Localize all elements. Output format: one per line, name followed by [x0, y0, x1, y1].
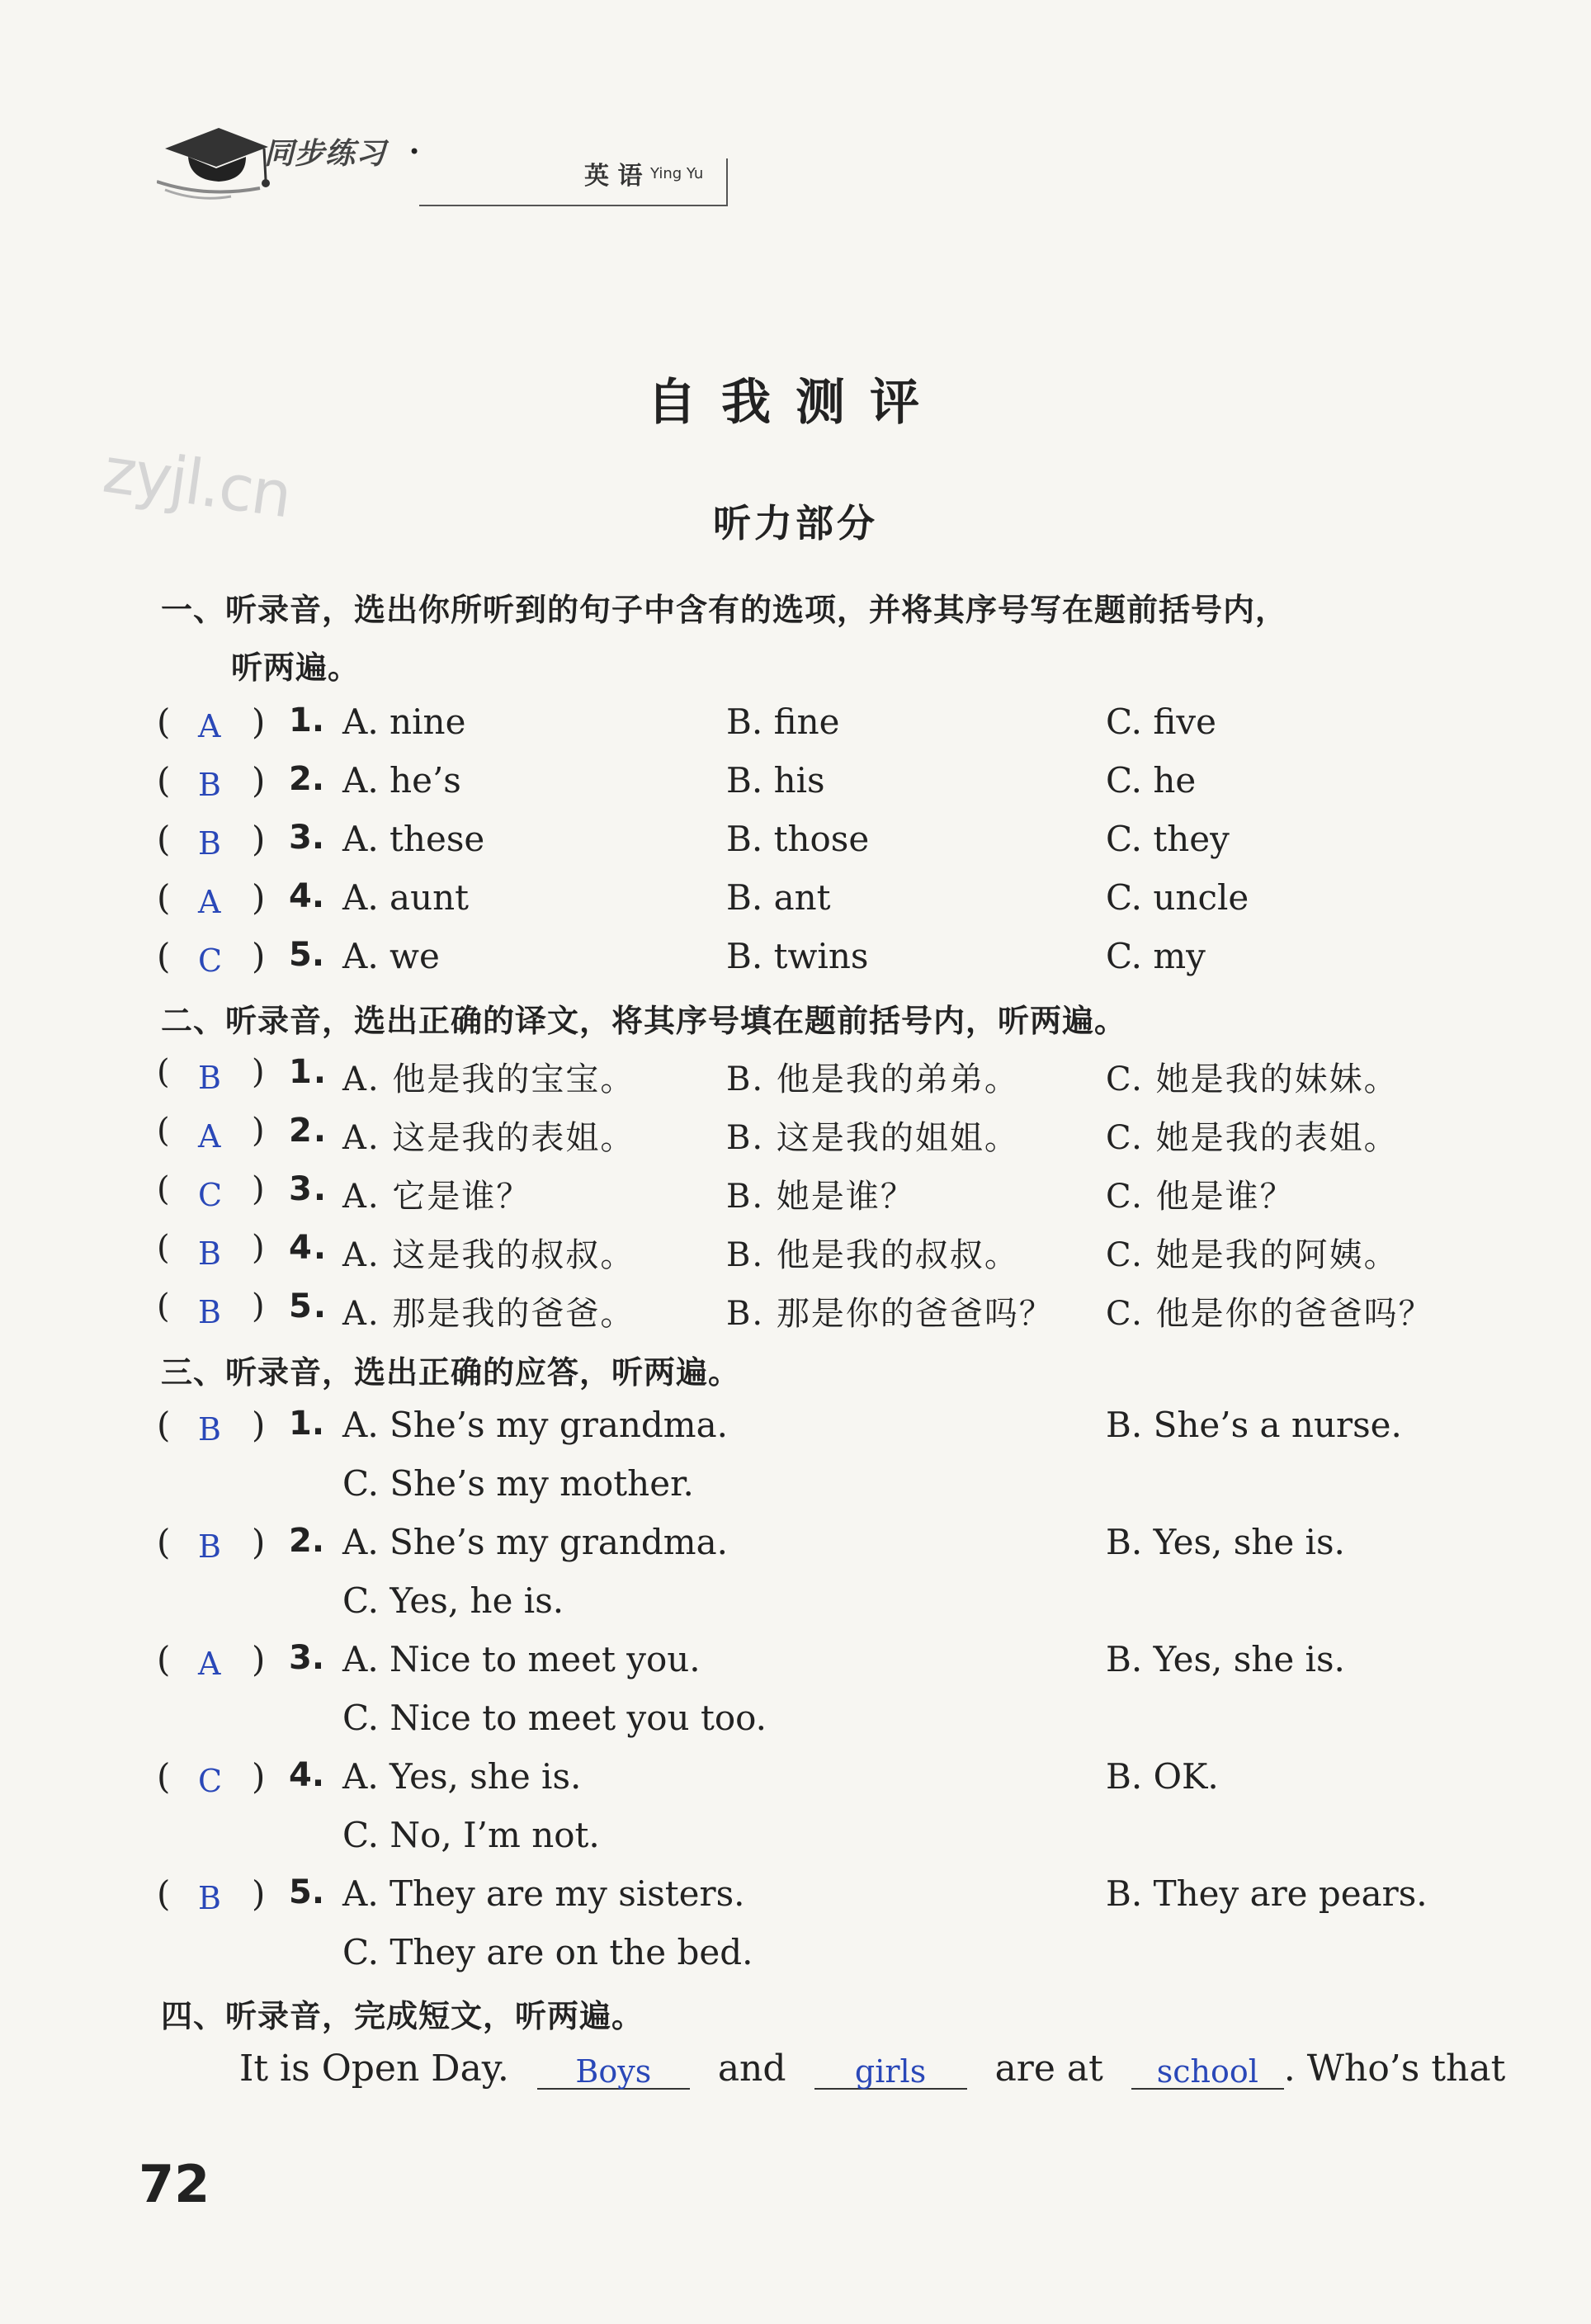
option-b: B. Yes, she is. — [1106, 1639, 1345, 1679]
question-row: ( B ) 5. A. They are my sisters. B. They are pears. — [157, 1873, 1428, 1916]
option-b: B. 他是我的叔叔。 — [726, 1236, 1019, 1274]
option-a: A. She’s my grandma. — [342, 1522, 729, 1562]
subject-box — [419, 158, 728, 206]
question-row: ( B ) 1. A. 他是我的宝宝。 B. 他是我的弟弟。 C. 她是我的妹妹。 — [157, 1053, 1399, 1098]
option-a: A. 那是我的爸爸。 — [342, 1295, 635, 1333]
option-c: C. She’s my mother. — [342, 1463, 694, 1504]
option-b: B. They are pears. — [1106, 1873, 1428, 1914]
question-row: ( B ) 3. A. these B. those C. they — [157, 819, 1230, 862]
option-b: B. Yes, she is. — [1106, 1522, 1345, 1562]
section3-heading: 三、听录音，选出正确的应答，听两遍。 — [161, 1354, 741, 1391]
question-row: ( B ) 2. A. he’s B. his C. he — [157, 760, 1197, 803]
passage — [239, 2045, 1505, 2090]
answer-mark[interactable]: B — [198, 1235, 223, 1272]
answer-mark[interactable]: B — [198, 1880, 221, 1916]
section1-heading-cont: 听两遍。 — [231, 649, 361, 686]
watermark: zyjl.cn — [98, 432, 295, 532]
option-b: B. twins — [726, 936, 869, 976]
question-row-cont — [0, 1580, 1591, 1630]
section-subtitle: 听力部分 — [713, 501, 878, 546]
option-c: C. 他是你的爸爸吗？ — [1106, 1295, 1433, 1333]
option-a: A. we — [342, 936, 440, 976]
answer-mark[interactable]: C — [198, 1763, 223, 1799]
option-b: B. those — [726, 819, 870, 859]
option-b: B. 那是你的爸爸吗？ — [726, 1295, 1054, 1333]
answer-mark[interactable]: A — [198, 708, 221, 744]
question-row: ( A ) 3. A. Nice to meet you. B. Yes, she is. — [157, 1639, 1345, 1682]
question-row: ( B ) 4. A. 这是我的叔叔。 B. 他是我的叔叔。 C. 她是我的阿姨。 — [157, 1229, 1399, 1274]
answer-mark[interactable]: B — [198, 1060, 223, 1096]
option-b: B. OK. — [1106, 1756, 1219, 1797]
answer-mark[interactable]: B — [198, 1294, 223, 1330]
page-title: 自我测评 — [647, 374, 944, 432]
answer-mark[interactable]: A — [198, 1118, 223, 1155]
answer-mark[interactable]: A — [198, 884, 221, 920]
answer-mark[interactable]: C — [198, 942, 223, 979]
option-b: B. ant — [726, 877, 831, 918]
option-b: B. 她是谁？ — [726, 1178, 915, 1216]
subject-pinyin: Ying Yu — [650, 165, 704, 182]
question-row: ( A ) 2. A. 这是我的表姐。 B. 这是我的姐姐。 C. 她是我的表姐。 — [157, 1112, 1399, 1157]
option-a: A. nine — [342, 701, 466, 742]
option-a: A. Yes, she is. — [342, 1756, 582, 1797]
option-a: A. Nice to meet you. — [342, 1639, 701, 1679]
option-c: C. 她是我的表姐。 — [1106, 1119, 1399, 1157]
option-c: C. 她是我的阿姨。 — [1106, 1236, 1399, 1274]
blank-input[interactable]: school — [1131, 2045, 1284, 2090]
question-row-cont — [0, 1463, 1591, 1513]
option-c: C. he — [1106, 760, 1197, 801]
question-row-cont — [0, 1815, 1591, 1864]
question-row: ( C ) 5. A. we B. twins C. my — [157, 936, 1206, 979]
passage-text: It is Open Day. — [239, 2048, 509, 2090]
option-a: A. They are my sisters. — [342, 1873, 745, 1914]
option-c: C. five — [1106, 701, 1216, 742]
passage-text: are at — [994, 2048, 1103, 2090]
option-a: A. She’s my grandma. — [342, 1405, 729, 1445]
question-row-cont — [0, 1932, 1591, 1982]
answer-mark[interactable]: B — [198, 1411, 221, 1448]
option-c: C. They are on the bed. — [342, 1932, 753, 1972]
option-a: A. aunt — [342, 877, 470, 918]
answer-mark[interactable]: B — [198, 825, 221, 862]
page-number: 72 — [139, 2154, 210, 2214]
blank-input[interactable]: girls — [814, 2045, 967, 2090]
section2-heading: 二、听录音，选出正确的译文，将其序号填在题前括号内，听两遍。 — [161, 1003, 1127, 1039]
option-a: A. 它是谁？ — [342, 1178, 531, 1216]
option-c: C. 她是我的妹妹。 — [1106, 1060, 1399, 1098]
option-b: B. She’s a nurse. — [1106, 1405, 1402, 1445]
option-c: C. No, I’m not. — [342, 1815, 600, 1855]
question-row: ( B ) 5. A. 那是我的爸爸。 B. 那是你的爸爸吗？ C. 他是你的爸爸吗？ — [157, 1287, 1433, 1333]
brand-dot: • — [408, 140, 421, 163]
option-b: B. fine — [726, 701, 840, 742]
option-a: A. he’s — [342, 760, 461, 801]
option-c: C. Nice to meet you too. — [342, 1698, 767, 1738]
option-c: C. 他是谁？ — [1106, 1178, 1295, 1216]
passage-text: . Who’s that — [1283, 2048, 1506, 2090]
option-b: B. his — [726, 760, 825, 801]
question-row: ( B ) 1. A. She’s my grandma. B. She’s a nurse. — [157, 1405, 1402, 1448]
option-a: A. 这是我的表姐。 — [342, 1119, 635, 1157]
option-a: A. 这是我的叔叔。 — [342, 1236, 635, 1274]
answer-mark[interactable]: B — [198, 767, 221, 803]
answer-mark[interactable]: C — [198, 1177, 224, 1213]
option-c: C. Yes, he is. — [342, 1580, 564, 1621]
option-b: B. 他是我的弟弟。 — [726, 1060, 1019, 1098]
option-c: C. uncle — [1106, 877, 1249, 918]
blank-input[interactable]: Boys — [537, 2045, 690, 2090]
option-a: A. 他是我的宝宝。 — [342, 1060, 635, 1098]
option-b: B. 这是我的姐姐。 — [726, 1119, 1019, 1157]
passage-text: and — [717, 2048, 786, 2090]
section1-heading: 一、听录音，选出你所听到的句子中含有的选项，并将其序号写在题前括号内， — [161, 592, 1288, 628]
question-row: ( C ) 3. A. 它是谁？ B. 她是谁？ C. 他是谁？ — [157, 1170, 1295, 1216]
graduation-cap-icon — [157, 116, 272, 206]
question-row: ( A ) 1. A. nine B. fine C. five — [157, 701, 1216, 744]
question-row-cont — [0, 1698, 1591, 1747]
question-row: ( A ) 4. A. aunt B. ant C. uncle — [157, 877, 1249, 920]
section4-heading: 四、听录音，完成短文，听两遍。 — [161, 1998, 644, 2034]
header-logo — [157, 116, 704, 206]
brand-name: 同步练习 — [264, 137, 387, 171]
option-c: C. my — [1106, 936, 1206, 976]
option-c: C. they — [1106, 819, 1230, 859]
answer-mark[interactable]: A — [198, 1646, 221, 1682]
subject-label: 英 语 — [584, 162, 643, 191]
question-row: ( B ) 2. A. She’s my grandma. B. Yes, she is. — [157, 1522, 1345, 1565]
question-row: ( C ) 4. A. Yes, she is. B. OK. — [157, 1756, 1219, 1799]
option-a: A. these — [342, 819, 485, 859]
answer-mark[interactable]: B — [198, 1528, 221, 1565]
